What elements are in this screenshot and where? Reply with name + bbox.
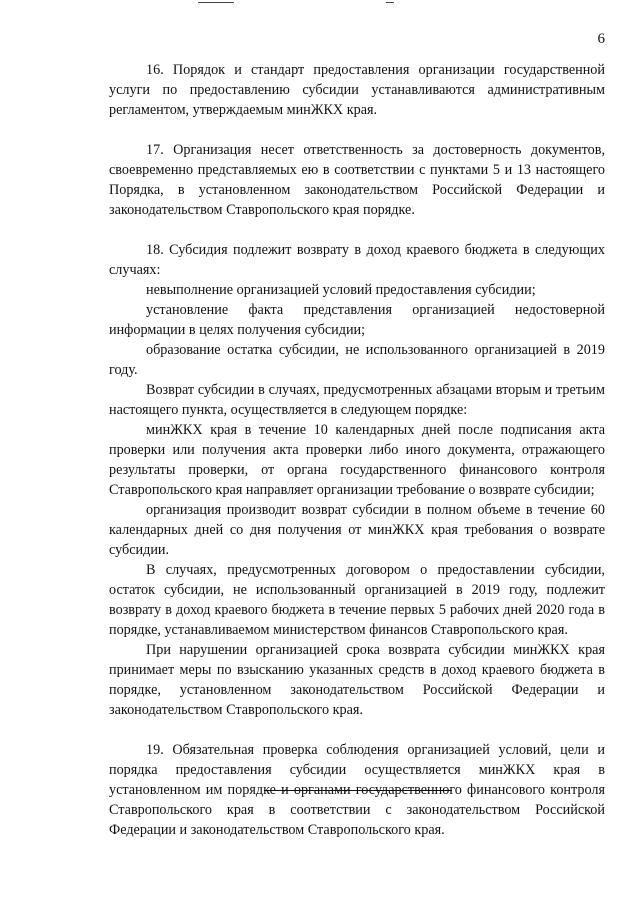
paragraph-18-remainder-return: В случаях, предусмотренных договором о предоставлении субсидии, остаток субсидии, не использованный организацией в 2019 году, подлежит возврату в доход краевого бюджета в течение первых 5 рабочих дней 2020 года в порядке, устанавливаемом министерством финансов Ставропольского края. — [109, 562, 605, 638]
paragraph-18-violation: При нарушении организацией срока возврата субсидии минЖКХ края принимает меры по взысканию указанных средств в доход краевого бюджета в порядке, установленном законодательством Российской Федерации и законодательством Ставропольского края. — [109, 642, 605, 718]
paragraph-16: 16. Порядок и стандарт предоставления организации государственной услуги по предоставлению субсидии устанавливаются административным регламентом, утверждаемым минЖКХ края. — [109, 62, 605, 118]
paragraph-18-case-3: образование остатка субсидии, не использованного организацией в 2019 году. — [109, 342, 605, 378]
paragraph-18-case-1: невыполнение организацией условий предоставления субсидии; — [146, 282, 536, 298]
scan-mark-left — [198, 2, 234, 3]
scan-mark-right — [386, 2, 394, 3]
paragraph-18-return-order: Возврат субсидии в случаях, предусмотренных абзацами вторым и третьим настоящего пункта, осуществляется в следующем порядке: — [109, 382, 605, 418]
paragraph-19: 19. Обязательная проверка соблюдения организацией условий, цели и порядка предоставления субсидии осуществляется минЖКХ края в установленном им порядке и органами государственного финансового контроля Ставропольского края в соответствии с законодательством Российской Федерации и законодательством Ставропольского края. — [109, 742, 605, 838]
page-number: 6 — [597, 31, 605, 47]
document-body — [109, 60, 605, 840]
paragraph-17: 17. Организация несет ответственность за достоверность документов, своевременно представляемых ею в соответствии с пунктами 5 и 13 настоящего Порядка, в установленном законодательством Российской Федерации и законодательством Ставропольского края порядке. — [109, 142, 605, 218]
paragraph-18: 18. Субсидия подлежит возврату в доход краевого бюджета в следующих случаях: — [109, 242, 605, 278]
end-divider-line — [264, 790, 452, 791]
paragraph-18-case-2: установление факта представления организацией недостоверной информации в целях получения субсидии; — [109, 302, 605, 338]
top-scan-marks — [0, 0, 639, 8]
paragraph-18-ministry-step: минЖКХ края в течение 10 календарных дней после подписания акта проверки или получения акта проверки либо иного документа, отражающего результаты проверки, от органа государственного финансового контроля Ставропольского края направляет организации требование о возврате субсидии; — [109, 422, 605, 498]
paragraph-18-organization-step: организация производит возврат субсидии в полном объеме в течение 60 календарных дней со дня получения от минЖКХ края требования о возврате субсидии. — [109, 502, 605, 558]
